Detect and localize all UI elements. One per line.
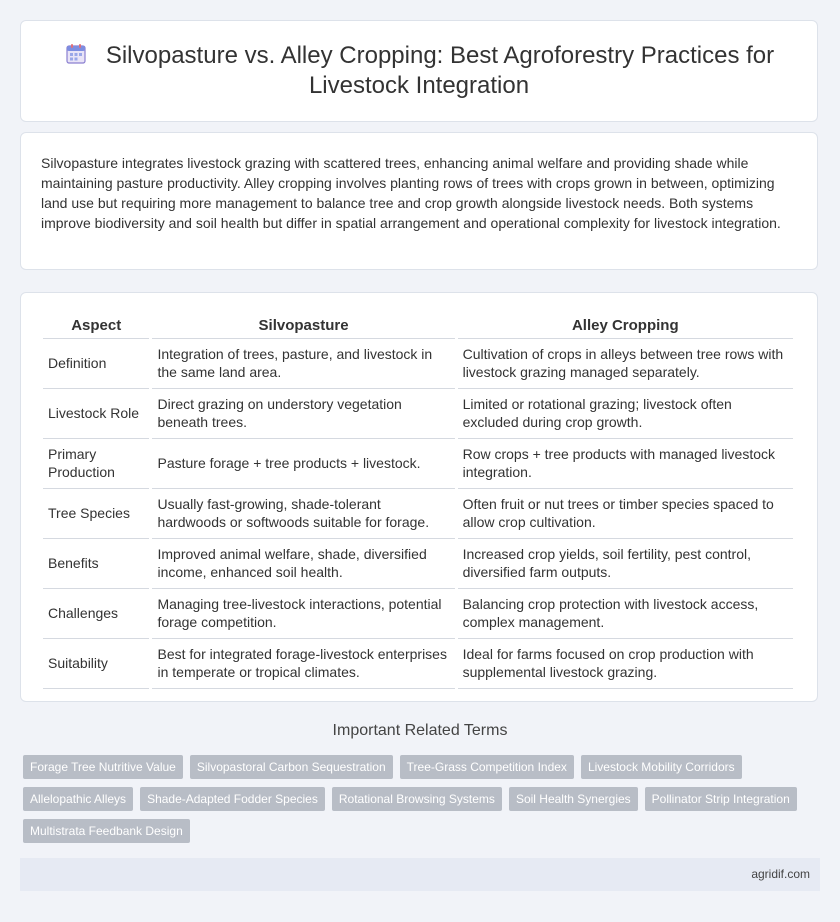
footer-site-link[interactable]: agridif.com: [751, 867, 810, 881]
related-term-tag[interactable]: Soil Health Synergies: [509, 787, 638, 811]
silvopasture-cell: Usually fast-growing, shade-tolerant hardwoods or softwoods suitable for forage.: [152, 489, 454, 539]
alley-cropping-cell: Often fruit or nut trees or timber species spaced to allow crop cultivation.: [458, 489, 793, 539]
column-header-silvopasture: Silvopasture: [152, 313, 454, 339]
alley-cropping-cell: Increased crop yields, soil fertility, pest control, diversified farm outputs.: [458, 539, 793, 589]
related-term-tag[interactable]: Pollinator Strip Integration: [645, 787, 797, 811]
related-term-tag[interactable]: Shade-Adapted Fodder Species: [140, 787, 325, 811]
column-header-alley-cropping: Alley Cropping: [458, 313, 793, 339]
intro-card: [20, 132, 818, 270]
related-term-tag[interactable]: Forage Tree Nutritive Value: [23, 755, 183, 779]
silvopasture-cell: Integration of trees, pasture, and livestock in the same land area.: [152, 339, 454, 389]
related-terms-heading: Important Related Terms: [332, 722, 508, 739]
silvopasture-cell: Best for integrated forage-livestock enterprises in temperate or tropical climates.: [152, 639, 454, 689]
related-term-tag[interactable]: Silvopastoral Carbon Sequestration: [190, 755, 393, 779]
related-term-tag[interactable]: Livestock Mobility Corridors: [581, 755, 742, 779]
aspect-cell: Benefits: [43, 539, 149, 589]
footer: [20, 858, 820, 891]
table-row: [43, 439, 793, 489]
title-card: [20, 20, 818, 122]
aspect-cell: Definition: [43, 339, 149, 389]
related-term-tag[interactable]: Allelopathic Alleys: [23, 787, 133, 811]
table-row: [43, 339, 793, 389]
silvopasture-cell: Pasture forage + tree products + livestock.: [152, 439, 454, 489]
related-term-tag[interactable]: Multistrata Feedbank Design: [23, 819, 190, 843]
related-terms-list: [23, 755, 813, 843]
table-header-row: [43, 313, 793, 339]
alley-cropping-cell: Cultivation of crops in alleys between tree rows with livestock grazing managed separately.: [458, 339, 793, 389]
related-term-tag[interactable]: Tree-Grass Competition Index: [400, 755, 574, 779]
table-row: [43, 489, 793, 539]
aspect-cell: Primary Production: [43, 439, 149, 489]
calendar-icon: [64, 42, 88, 66]
table-row: [43, 589, 793, 639]
intro-text: Silvopasture integrates livestock grazing with scattered trees, enhancing animal welfare and providing shade while maintaining pasture productivity. Alley cropping involves planting rows of trees with crops grown in between, optimizing land use but requiring more management to balance tree and crop growth alongside livestock needs. Both systems improve biodiversity and soil health but differ in spatial arrangement and operational complexity for livestock integration.: [41, 155, 781, 231]
silvopasture-cell: Managing tree-livestock interactions, potential forage competition.: [152, 589, 454, 639]
alley-cropping-cell: Balancing crop protection with livestock access, complex management.: [458, 589, 793, 639]
aspect-cell: Tree Species: [43, 489, 149, 539]
aspect-cell: Suitability: [43, 639, 149, 689]
table-row: [43, 639, 793, 689]
comparison-table-card: [20, 292, 818, 702]
page-title: Silvopasture vs. Alley Cropping: Best Agroforestry Practices for Livestock Integration: [105, 42, 775, 99]
related-term-tag[interactable]: Rotational Browsing Systems: [332, 787, 502, 811]
table-row: [43, 539, 793, 589]
aspect-cell: Challenges: [43, 589, 149, 639]
alley-cropping-cell: Row crops + tree products with managed livestock integration.: [458, 439, 793, 489]
silvopasture-cell: Improved animal welfare, shade, diversified income, enhanced soil health.: [152, 539, 454, 589]
table-row: [43, 389, 793, 439]
alley-cropping-cell: Ideal for farms focused on crop production with supplemental livestock grazing.: [458, 639, 793, 689]
comparison-table: [40, 313, 796, 689]
page-title-wrap: [51, 41, 787, 101]
silvopasture-cell: Direct grazing on understory vegetation beneath trees.: [152, 389, 454, 439]
alley-cropping-cell: Limited or rotational grazing; livestock often excluded during crop growth.: [458, 389, 793, 439]
aspect-cell: Livestock Role: [43, 389, 149, 439]
column-header-aspect: Aspect: [43, 313, 149, 339]
